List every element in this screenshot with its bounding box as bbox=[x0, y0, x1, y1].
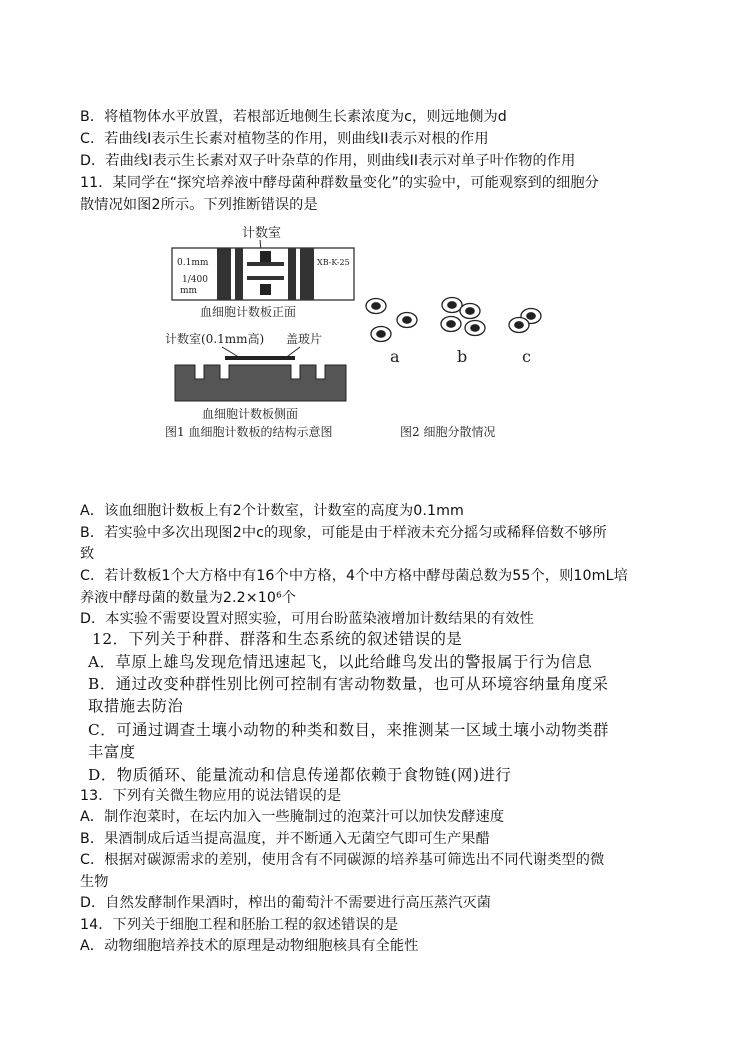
q13-option-c: C．根据对碳源需求的差别，使用含有不同碳源的培养基可筛选出不同代谢类型的微 bbox=[80, 852, 605, 868]
side-board bbox=[175, 365, 346, 401]
question-14-stem: 14．下列关于细胞工程和胚胎工程的叙述错误的是 bbox=[80, 917, 399, 933]
option-c-line: C．若曲线I表示生长素对植物茎的作用，则曲线II表示对根的作用 bbox=[80, 131, 489, 147]
q11-option-d: D．本实验不需要设置对照实验，可用台盼蓝染液增加计数结果的有效性 bbox=[80, 611, 534, 627]
front-counting-chamber-label: 计数室 bbox=[242, 226, 282, 241]
question-11-stem-cont: 散情况如图2所示。下列推断错误的是 bbox=[80, 197, 318, 213]
side-coverslip-label: 盖玻片 bbox=[286, 332, 323, 346]
question-11-stem: 11．某同学在“探究培养液中酵母菌种群数量变化”的实验中，可能观察到的细胞分 bbox=[80, 175, 599, 191]
q12-option-b-cont: 取措施去防治 bbox=[88, 697, 184, 715]
question-12-stem: 12．下列关于种群、群落和生态系统的叙述错误的是 bbox=[92, 630, 463, 648]
figure-2-caption: 图2 细胞分散情况 bbox=[400, 425, 496, 439]
q12-option-c-cont: 丰富度 bbox=[88, 743, 136, 761]
q11-option-a: A．该血细胞计数板上有2个计数室，计数室的高度为0.1mm bbox=[80, 503, 464, 519]
figure-1-caption: 图1 血细胞计数板的结构示意图 bbox=[165, 425, 333, 439]
front-model-label: XB-K-25 bbox=[317, 258, 350, 267]
cells-group-b bbox=[441, 298, 485, 336]
hemocytometer-figure bbox=[160, 222, 580, 447]
front-area-label: 1/400 bbox=[182, 275, 208, 285]
coverslip bbox=[225, 356, 295, 360]
q12-option-d: D．物质循环、能量流动和信息传递都依赖于食物链(网)进行 bbox=[88, 766, 512, 784]
q13-option-a: A．制作泡菜时，在坛内加入一些腌制过的泡菜汁可以加快发酵速度 bbox=[80, 809, 505, 825]
front-area-unit: mm bbox=[180, 286, 198, 296]
label-a: a bbox=[390, 347, 400, 366]
option-d-line: D．若曲线I表示生长素对双子叶杂草的作用，则曲线II表示对单子叶作物的作用 bbox=[80, 153, 576, 169]
question-13-stem: 13．下列有关微生物应用的说法错误的是 bbox=[80, 788, 342, 804]
q11-option-c: C．若计数板1个大方格中有16个中方格，4个中方格中酵母菌总数为55个，则10mL培 bbox=[80, 568, 628, 584]
q11-option-b: B．若实验中多次出现图2中c的现象，可能是由于样液未充分摇匀或稀释倍数不够所 bbox=[80, 525, 607, 541]
q12-option-b: B．通过改变种群性别比例可控制有害动物数量，也可从环境容纳量角度采 bbox=[88, 675, 609, 693]
label-b: b bbox=[457, 347, 468, 366]
front-caption: 血细胞计数板正面 bbox=[200, 305, 297, 319]
cells-group-a bbox=[366, 299, 417, 342]
q13-option-c-cont: 生物 bbox=[80, 874, 109, 890]
q12-option-c: C．可通过调查土壤小动物的种类和数目，来推测某一区域土壤小动物类群 bbox=[88, 721, 610, 739]
q12-option-a: A．草原上雄鸟发现危情迅速起飞，以此给雌鸟发出的警报属于行为信息 bbox=[88, 653, 593, 671]
q14-option-a: A．动物细胞培养技术的原理是动物细胞核具有全能性 bbox=[80, 938, 419, 954]
side-chamber-label: 计数室(0.1mm高) bbox=[165, 332, 265, 346]
option-b-line: B．将植物体水平放置，若根部近地侧生长素浓度为c，则远地侧为d bbox=[80, 109, 507, 125]
label-c: c bbox=[522, 347, 531, 366]
front-scale-label: 0.1mm bbox=[177, 258, 209, 268]
q11-option-b-cont: 致 bbox=[80, 546, 95, 562]
q13-option-b: B．果酒制成后适当提高温度，并不断通入无菌空气即可生产果醋 bbox=[80, 831, 490, 847]
q13-option-d: D．自然发酵制作果酒时，榨出的葡萄汁不需要进行高压蒸汽灭菌 bbox=[80, 895, 492, 911]
cells-group-c bbox=[509, 309, 541, 333]
q11-option-c-cont: 养液中酵母菌的数量为2.2×10⁶个 bbox=[80, 590, 297, 606]
side-caption: 血细胞计数板侧面 bbox=[202, 407, 299, 421]
